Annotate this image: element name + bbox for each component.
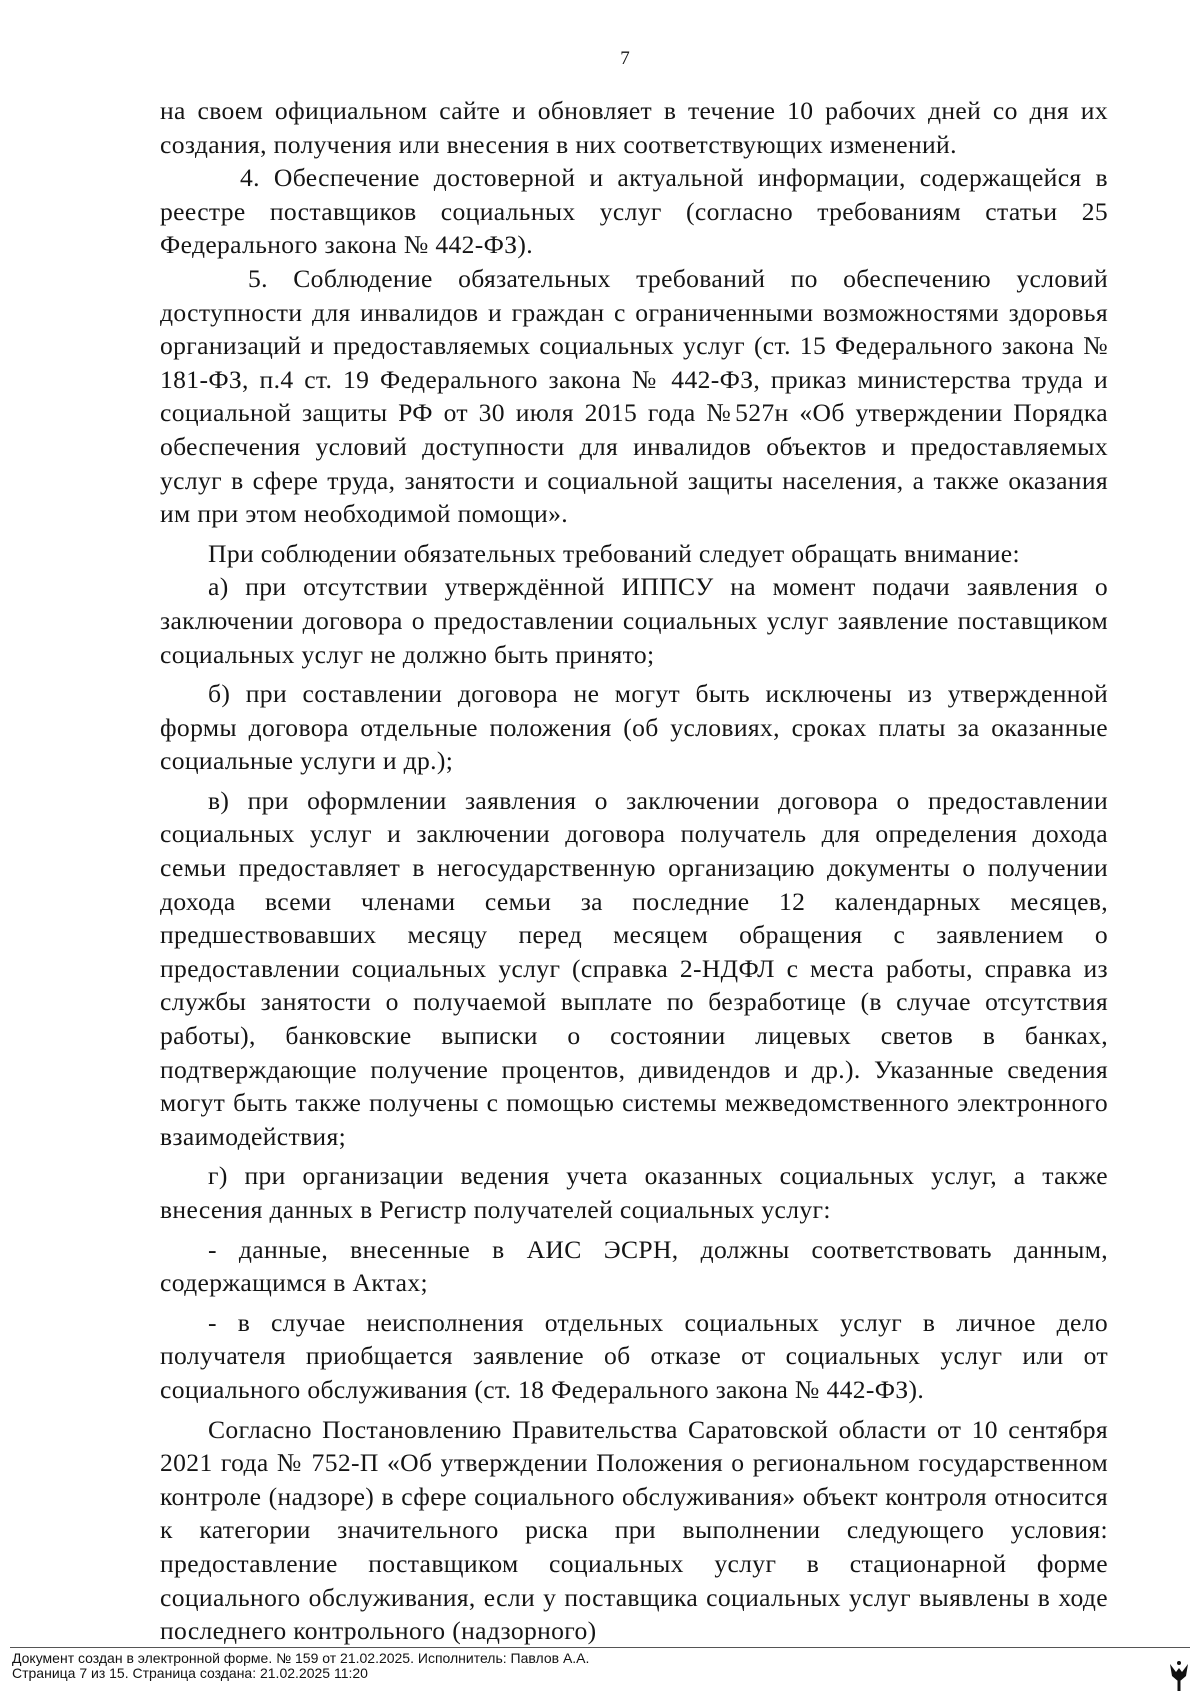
paragraph-dash-2: - в случае неисполнения отдельных социальных услуг в личное дело получателя приобщается заявление об отказе от социальных услуг или от социального обслуживания (ст. 18 Федерального закона № 442-ФЗ). xyxy=(160,1307,1108,1404)
page-number: 7 xyxy=(620,48,630,69)
footer xyxy=(12,1651,589,1681)
paragraph-item-4: 4. Обеспечение достоверной и актуальной информации, содержащейся в реестре поставщиков социальных услуг (согласно требованиям статьи 25 Федерального закона № 442-ФЗ). xyxy=(160,163,1108,260)
paragraph-resolution: Согласно Постановлению Правительства Саратовской области от 10 сентября 2021 года № 752-П «Об утверждении Положения о региональном государственном контроле (надзоре) в сфере социального обслуживания» объект контроля относится к категории значительного риска при выполнении следующего условия: предоставление поставщиком социальных услуг в стационарной форме социального обслуживания, если у поставщика социальных услуг выявлены в ходе последнего контрольного (надзорного) xyxy=(160,1414,1108,1646)
paragraph-requirements-intro: При соблюдении обязательных требований следует обращать внимание: xyxy=(208,538,1020,568)
footer-divider xyxy=(10,1647,1190,1648)
paragraph-dash-1: - данные, внесенные в АИС ЭСРН, должны соответствовать данным, содержащимся в Актах; xyxy=(160,1234,1108,1298)
paragraph-subitem-a: а) при отсутствии утверждённой ИППСУ на момент подачи заявления о заключении договора о предоставлении социальных услуг заявление поставщиком социальных услуг не должно быть принято; xyxy=(160,572,1108,669)
paragraph-subitem-g: г) при организации ведения учета оказанных социальных услуг, а также внесения данных в Регистр получателей социальных услуг: xyxy=(160,1161,1108,1224)
footer-line-2: Страница 7 из 15. Страница создана: 21.02.2025 11:20 xyxy=(12,1665,368,1681)
document-body xyxy=(160,94,1108,1648)
coat-of-arms-icon xyxy=(1168,1660,1190,1692)
footer-line-1: Документ создан в электронной форме. № 159 от 21.02.2025. Исполнитель: Павлов А.А. xyxy=(12,1650,590,1666)
paragraph-continuation: на своем официальном сайте и обновляет в течение 10 рабочих дней со дня их создания, получения или внесения в них соответствующих изменений. xyxy=(160,96,1108,159)
paragraph-subitem-b: б) при составлении договора не могут быть исключены из утвержденной формы договора отдельные положения (об условиях, сроках платы за оказанные социальные услуги и др.); xyxy=(160,679,1108,776)
paragraph-subitem-v: в) при оформлении заявления о заключении договора о предоставлении социальных услуг и заключении договора получатель для определения дохода семьи предоставляет в негосударственную организацию документы о получении дохода всеми членами семьи за последние 12 календарных месяцев, предшествовавших месяцу перед месяцем обращения с заявлением о предоставлении социальных услуг (справка 2-НДФЛ с места работы, справка из службы занятости о получаемой выплате по безработице (в случае отсутствия работы), банковские выписки о состоянии лицевых светов в банках, подтверждающие получение процентов, дивидендов и др.). Указанные сведения могут быть также получены с помощью системы межведомственного электронного взаимодействия; xyxy=(160,785,1108,1151)
paragraph-item-5: 5. Соблюдение обязательных требований по обеспечению условий доступности для инвалидов и граждан с ограниченными возможностями здоровья организаций и предоставляемых социальных услуг (ст. 15 Федерального закона № 181-ФЗ, п.4 ст. 19 Федерального закона № 442-ФЗ, приказ министерства труда и социальной защиты РФ от 30 июля 2015 года №527н «Об утверждении Порядка обеспечения условий доступности для инвалидов объектов и предоставляемых услуг в сфере труда, занятости и социальной защиты населения, а также оказания им при этом необходимой помощи». xyxy=(160,263,1108,529)
